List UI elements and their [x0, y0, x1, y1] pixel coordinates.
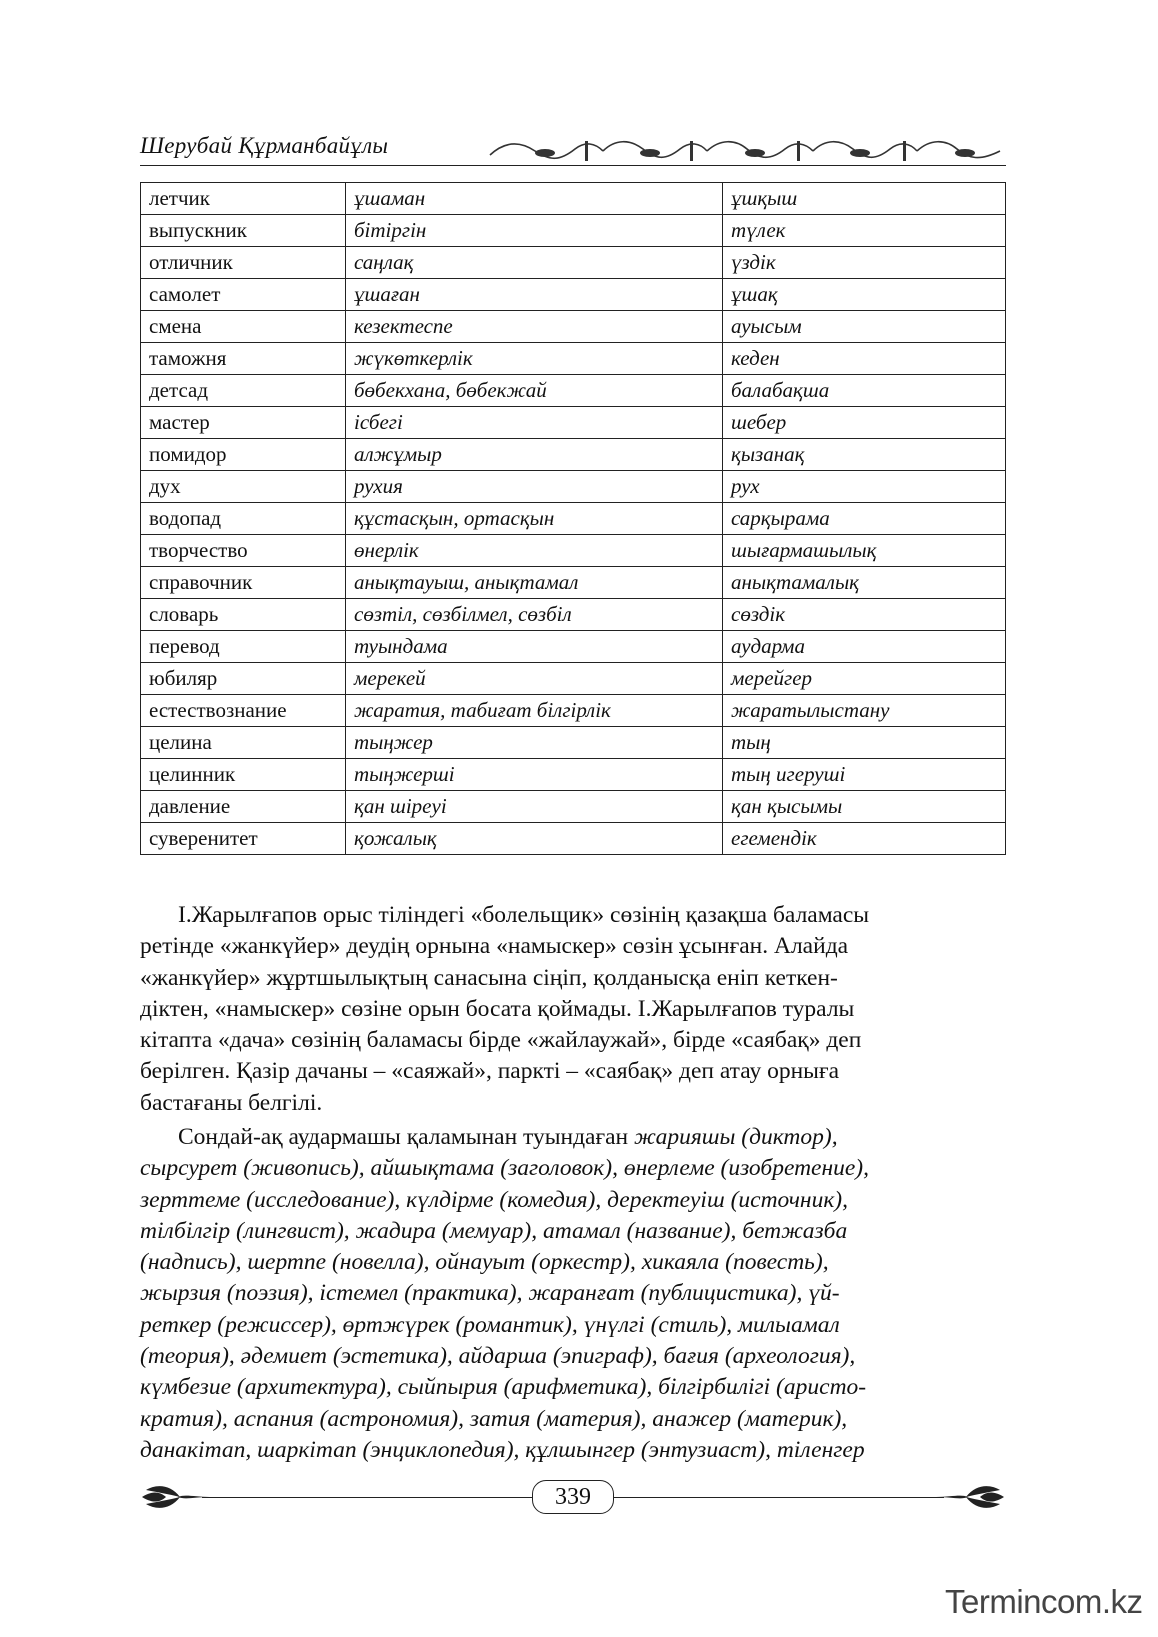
russian-term-cell: юбиляр: [141, 663, 346, 695]
watermark-text: Termincom.kz: [945, 1583, 1143, 1620]
text-line: (теория), әдемиет (эстетика), айдарша (эпиграф), бағия (археология),: [140, 1343, 856, 1370]
header-ornament-icon: [485, 133, 1006, 167]
table-row: [141, 407, 1006, 439]
current-term-cell: мерейгер: [723, 663, 1006, 695]
text-line: берілген. Қазір дачаны – «саяжай», паркті – «саябақ» деп атау орнығa: [140, 1058, 840, 1085]
proposed-term-cell: жүкөткерлік: [346, 343, 723, 375]
table-row: [141, 727, 1006, 759]
leaf-ornament-right-icon: [936, 1480, 1006, 1514]
site-watermark: [945, 1582, 1145, 1622]
table-row: [141, 567, 1006, 599]
proposed-term-cell: бітіргін: [346, 215, 723, 247]
current-term-cell: түлек: [723, 215, 1006, 247]
text-line: І.Жарылғапов орыс тіліндегі «болельщик» сөзінің қазақша баламасы: [178, 902, 870, 928]
text-line: кратия), аспания (астрономия), затия (материя), анажер (материк),: [140, 1405, 848, 1432]
russian-term-cell: смена: [141, 311, 346, 343]
footer-rule-left: [202, 1497, 532, 1498]
lead-text: Сондай-ақ аудармашы қаламынан туындаған: [178, 1124, 635, 1150]
table-row: [141, 599, 1006, 631]
proposed-term-cell: қан шіреуі: [346, 791, 723, 823]
text-line: кітапта «дача» сөзінің баламасы бірде «жайлаужай», бірде «саябақ» деп: [140, 1027, 862, 1054]
table-row: [141, 247, 1006, 279]
russian-term-cell: летчик: [141, 183, 346, 215]
proposed-term-cell: анықтауыш, анықтамал: [346, 567, 723, 599]
text-line: ретінде «жанкүйер» деудің орнына «намыскер» сөзін ұсынған. Алайда: [140, 933, 849, 960]
current-term-cell: сарқырама: [723, 503, 1006, 535]
current-term-cell: ұшақ: [723, 279, 1006, 311]
russian-term-cell: справочник: [141, 567, 346, 599]
russian-term-cell: целинник: [141, 759, 346, 791]
table-row: [141, 823, 1006, 855]
current-term-cell: балабақша: [723, 375, 1006, 407]
table-row: [141, 663, 1006, 695]
current-term-cell: қан қысымы: [723, 791, 1006, 823]
text-line: [140, 1122, 1006, 1153]
glossary-table: [140, 182, 1006, 855]
current-term-cell: анықтамалық: [723, 567, 1006, 599]
current-term-cell: шебер: [723, 407, 1006, 439]
table-row: [141, 215, 1006, 247]
page-footer: [140, 1478, 1006, 1516]
proposed-term-cell: туындама: [346, 631, 723, 663]
proposed-term-cell: тыңжер: [346, 727, 723, 759]
lead-italic-text: жарияшы (диктор),: [634, 1124, 838, 1150]
text-line: «жанкүйер» жұртшылықтың санасына сіңіп, қолданысқа еніп кеткен-: [140, 964, 838, 991]
proposed-term-cell: жаратия, табиғат білгірлік: [346, 695, 723, 727]
russian-term-cell: водопад: [141, 503, 346, 535]
proposed-term-cell: сөзтіл, сөзбілмел, сөзбіл: [346, 599, 723, 631]
current-term-cell: тың игеруші: [723, 759, 1006, 791]
leaf-ornament-left-icon: [140, 1480, 210, 1514]
text-line: реткер (режиссер), өртжүрек (романтик), үнүлгі (стиль), милыамал: [140, 1311, 840, 1338]
proposed-term-cell: мерекей: [346, 663, 723, 695]
table-row: [141, 791, 1006, 823]
russian-term-cell: выпускник: [141, 215, 346, 247]
russian-term-cell: суверенитет: [141, 823, 346, 855]
text-line: тілбілгір (лингвист), жадира (мемуар), атамал (название), бетжазба: [140, 1217, 848, 1244]
russian-term-cell: целина: [141, 727, 346, 759]
russian-term-cell: перевод: [141, 631, 346, 663]
current-term-cell: шығармашылық: [723, 535, 1006, 567]
russian-term-cell: давление: [141, 791, 346, 823]
proposed-term-cell: алжұмыр: [346, 439, 723, 471]
text-line: данакітап, шаркітап (энциклопедия), құлшынгер (энтузиаст), тіленгер: [140, 1436, 865, 1463]
text-line: сырсурет (живопись), айшықтама (заголовок), өнерлеме (изобретение),: [140, 1155, 870, 1182]
text-line: діктен, «намыскер» сөзіне орын босата қоймады. І.Жарылғапов туралы: [140, 995, 855, 1022]
current-term-cell: тың: [723, 727, 1006, 759]
current-term-cell: жаратылыстану: [723, 695, 1006, 727]
current-term-cell: рух: [723, 471, 1006, 503]
table-row: [141, 375, 1006, 407]
current-term-cell: аударма: [723, 631, 1006, 663]
text-line: күмбезие (архитектура), сыйпырия (арифметика), білгірбилігі (аристо-: [140, 1374, 867, 1401]
russian-term-cell: естествознание: [141, 695, 346, 727]
footer-rule-right: [614, 1497, 944, 1498]
russian-term-cell: творчество: [141, 535, 346, 567]
table-row: [141, 759, 1006, 791]
current-term-cell: үздік: [723, 247, 1006, 279]
current-term-cell: қызанақ: [723, 439, 1006, 471]
proposed-term-cell: саңлақ: [346, 247, 723, 279]
text-line: жырзия (поэзия), істемел (практика), жаранғат (публицистика), үй-: [140, 1280, 840, 1307]
author-name: Шерубай Құрманбайұлы: [140, 133, 389, 158]
current-term-cell: егемендік: [723, 823, 1006, 855]
proposed-term-cell: ұшаман: [346, 183, 723, 215]
proposed-term-cell: өнерлік: [346, 535, 723, 567]
proposed-term-cell: құстасқын, ортасқын: [346, 503, 723, 535]
table-row: [141, 439, 1006, 471]
russian-term-cell: мастер: [141, 407, 346, 439]
table-row: [141, 535, 1006, 567]
paragraph-1: [140, 900, 1006, 1119]
table-row: [141, 695, 1006, 727]
russian-term-cell: таможня: [141, 343, 346, 375]
paragraph-2: [140, 1122, 1006, 1466]
table-row: [141, 343, 1006, 375]
text-line: бастағаны белгілі.: [140, 1089, 323, 1116]
proposed-term-cell: тыңжерші: [346, 759, 723, 791]
russian-term-cell: дух: [141, 471, 346, 503]
proposed-term-cell: қожалық: [346, 823, 723, 855]
proposed-term-cell: рухия: [346, 471, 723, 503]
table-row: [141, 279, 1006, 311]
table-row: [141, 503, 1006, 535]
current-term-cell: сөздік: [723, 599, 1006, 631]
russian-term-cell: словарь: [141, 599, 346, 631]
russian-term-cell: детсад: [141, 375, 346, 407]
proposed-term-cell: ұшаған: [346, 279, 723, 311]
current-term-cell: кеден: [723, 343, 1006, 375]
table-row: [141, 311, 1006, 343]
russian-term-cell: самолет: [141, 279, 346, 311]
current-term-cell: ауысым: [723, 311, 1006, 343]
page-number: 339: [532, 1480, 614, 1514]
russian-term-cell: помидор: [141, 439, 346, 471]
text-line: (надпись), шертпе (новелла), ойнауыт (оркестр), хикаяла (повесть),: [140, 1249, 829, 1276]
proposed-term-cell: ісбегі: [346, 407, 723, 439]
running-header: [140, 133, 1006, 169]
proposed-term-cell: бөбекхана, бөбекжай: [346, 375, 723, 407]
russian-term-cell: отличник: [141, 247, 346, 279]
table-row: [141, 631, 1006, 663]
table-row: [141, 183, 1006, 215]
table-row: [141, 471, 1006, 503]
current-term-cell: ұшқыш: [723, 183, 1006, 215]
proposed-term-cell: кезектеспе: [346, 311, 723, 343]
text-line: зерттеме (исследование), күлдірме (комедия), деректеуіш (источник),: [140, 1186, 849, 1213]
